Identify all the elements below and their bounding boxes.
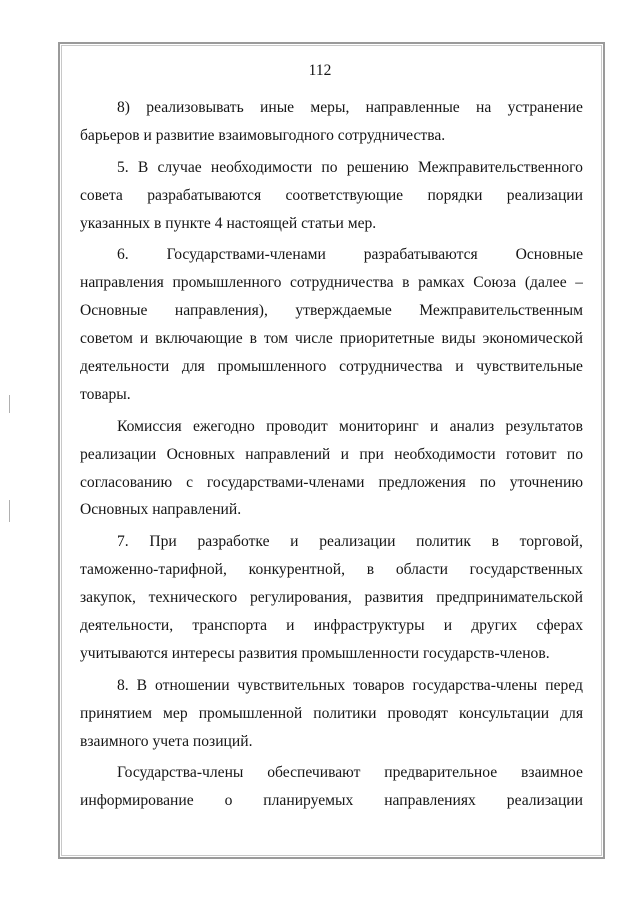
word: транспорта bbox=[192, 617, 267, 635]
text-line bbox=[80, 353, 583, 381]
word: в bbox=[249, 330, 258, 348]
word: промышленного bbox=[217, 358, 327, 376]
word: ежегодно bbox=[192, 417, 255, 435]
scan-edge-mark bbox=[9, 395, 10, 413]
word: мер bbox=[163, 704, 188, 722]
word: Основные bbox=[80, 302, 148, 320]
word: числе bbox=[295, 330, 333, 348]
word: сферах bbox=[536, 617, 583, 635]
text-line bbox=[80, 325, 583, 353]
text-line bbox=[80, 787, 583, 815]
word: меры, bbox=[310, 99, 350, 116]
justified-line bbox=[117, 759, 583, 787]
text-line: Основных направлений. bbox=[80, 501, 242, 519]
word: необходимости bbox=[394, 445, 496, 463]
word: Основные bbox=[515, 246, 583, 264]
justified-line bbox=[80, 556, 583, 584]
word: соответствующие bbox=[285, 186, 404, 204]
word: проводят bbox=[387, 704, 448, 722]
word: сотрудничества bbox=[290, 274, 394, 292]
justified-line bbox=[80, 269, 583, 297]
word: инфраструктуры bbox=[313, 617, 425, 635]
word: планируемых bbox=[263, 792, 354, 810]
word: с bbox=[186, 473, 193, 491]
word: 8. bbox=[117, 676, 129, 694]
text-line bbox=[80, 154, 583, 182]
page-number: 112 bbox=[308, 62, 332, 79]
word: реализации bbox=[506, 792, 583, 810]
word: и bbox=[290, 533, 299, 551]
word: перед bbox=[545, 676, 583, 694]
text-line bbox=[80, 297, 583, 325]
word: – bbox=[575, 274, 583, 292]
text-line: барьеров и развитие взаимовыгодного сотрудничества. bbox=[80, 126, 446, 144]
word: советом bbox=[80, 330, 133, 348]
text-line bbox=[80, 672, 583, 700]
word: торговой, bbox=[519, 533, 583, 551]
justified-line bbox=[80, 787, 583, 815]
word: реализации bbox=[319, 533, 396, 551]
word: направлениях bbox=[384, 792, 476, 810]
word: реализации bbox=[506, 186, 583, 204]
justified-line bbox=[80, 469, 583, 497]
word: чувствительных bbox=[237, 676, 346, 694]
text-line bbox=[80, 612, 583, 640]
justified-line bbox=[80, 612, 583, 640]
justified-line bbox=[80, 441, 583, 469]
word: В bbox=[137, 158, 149, 176]
word: разрабатываются bbox=[363, 246, 478, 264]
word: включающие bbox=[155, 330, 243, 348]
text-line bbox=[80, 182, 583, 210]
word: анализ bbox=[449, 417, 495, 435]
word: по bbox=[321, 158, 338, 176]
word: Основных bbox=[166, 445, 235, 463]
word: взаимное bbox=[521, 764, 583, 782]
word: для bbox=[181, 358, 205, 376]
word: для bbox=[560, 704, 583, 722]
word: экономической bbox=[482, 330, 583, 348]
text-line: товары. bbox=[80, 385, 131, 403]
justified-line bbox=[80, 353, 583, 381]
word: в bbox=[491, 533, 499, 551]
justified-line bbox=[117, 672, 583, 700]
word: случае bbox=[157, 158, 202, 176]
word: приоритетные bbox=[339, 330, 435, 348]
word: утверждаемые bbox=[295, 302, 392, 320]
word: о bbox=[224, 792, 233, 810]
word: совета bbox=[80, 186, 123, 204]
text-line: учитываются интересы развития промышленности государств-членов. bbox=[80, 644, 550, 662]
word: необходимости bbox=[210, 158, 313, 176]
word: промышленного bbox=[172, 274, 282, 292]
word: иные bbox=[260, 99, 295, 116]
word: конкурентной, bbox=[248, 561, 345, 579]
word: решению bbox=[346, 158, 409, 176]
text-line bbox=[80, 269, 583, 297]
word: в bbox=[366, 561, 375, 579]
word: том bbox=[264, 330, 289, 348]
justified-line bbox=[80, 297, 583, 325]
word: Комиссия bbox=[117, 417, 182, 435]
word: предварительное bbox=[384, 764, 498, 782]
word: предпринимательской bbox=[436, 589, 583, 607]
word: направлений bbox=[245, 445, 331, 463]
word: 5. bbox=[117, 158, 129, 176]
word: и bbox=[429, 417, 439, 435]
word: консультации bbox=[459, 704, 550, 722]
word: обеспечивают bbox=[267, 764, 361, 782]
text-line: указанных в пункте 4 настоящей статьи мер. bbox=[80, 214, 377, 232]
text-line bbox=[80, 413, 583, 441]
word: уточнению bbox=[509, 473, 583, 491]
word: направления bbox=[80, 274, 164, 292]
justified-line bbox=[80, 700, 583, 728]
word: отношении bbox=[155, 676, 230, 694]
text-line: взаимного учета позиций. bbox=[80, 732, 253, 750]
word: Государства-члены bbox=[117, 764, 244, 782]
justified-line bbox=[80, 584, 583, 612]
word: согласованию bbox=[80, 473, 173, 491]
word: направленные bbox=[365, 99, 460, 116]
word: по bbox=[479, 473, 496, 491]
word: закупок, bbox=[80, 589, 136, 607]
word: государства-члены bbox=[412, 676, 538, 694]
text-line bbox=[80, 528, 583, 556]
word: Государствами-членами bbox=[166, 246, 326, 264]
word: виды bbox=[441, 330, 476, 348]
text-line bbox=[80, 469, 583, 497]
word: и bbox=[455, 358, 464, 376]
word: Межправительственного bbox=[417, 158, 583, 176]
word: товаров bbox=[353, 676, 405, 694]
word: 7. bbox=[117, 533, 129, 551]
word: регулирования, bbox=[249, 589, 352, 607]
word: принятием bbox=[80, 704, 152, 722]
text-line bbox=[80, 584, 583, 612]
word: в bbox=[402, 274, 410, 292]
word: реализации bbox=[80, 445, 157, 463]
word: промышленной bbox=[198, 704, 303, 722]
word: 8) bbox=[117, 99, 130, 116]
word: государственных bbox=[469, 561, 583, 579]
word: Союза bbox=[473, 274, 517, 292]
justified-line bbox=[117, 528, 583, 556]
text-line bbox=[80, 556, 583, 584]
justified-line bbox=[117, 413, 583, 441]
word: 6. bbox=[117, 246, 129, 264]
word: готовит bbox=[505, 445, 557, 463]
word: предложения bbox=[378, 473, 466, 491]
justified-line bbox=[80, 325, 583, 353]
word: политик bbox=[416, 533, 471, 551]
text-line bbox=[80, 759, 583, 787]
word: разработке bbox=[197, 533, 270, 551]
word: деятельности, bbox=[80, 617, 174, 635]
text-line bbox=[80, 700, 583, 728]
word: чувствительные bbox=[476, 358, 583, 376]
word: и bbox=[340, 445, 349, 463]
word: рамках bbox=[418, 274, 465, 292]
word: мониторинг bbox=[339, 417, 419, 435]
word: политики bbox=[313, 704, 377, 722]
justified-line bbox=[117, 154, 583, 182]
word: В bbox=[136, 676, 148, 694]
word: на bbox=[476, 99, 492, 116]
justified-line bbox=[117, 241, 583, 269]
word: по bbox=[566, 445, 583, 463]
word: деятельности bbox=[80, 358, 170, 376]
word: (далее bbox=[524, 274, 567, 292]
word: направления), bbox=[174, 302, 268, 320]
text-line bbox=[80, 94, 583, 122]
scan-edge-mark bbox=[9, 500, 10, 522]
word: государствами-членами bbox=[206, 473, 365, 491]
word: устранение bbox=[507, 99, 583, 116]
word: проводит bbox=[266, 417, 328, 435]
word: разрабатываются bbox=[147, 186, 262, 204]
word: Межправительственным bbox=[419, 302, 583, 320]
word: При bbox=[149, 533, 177, 551]
word: технического bbox=[148, 589, 238, 607]
word: развития bbox=[364, 589, 424, 607]
justified-line bbox=[117, 94, 583, 122]
word: и bbox=[139, 330, 149, 348]
justified-line bbox=[80, 182, 583, 210]
word: реализовывать bbox=[146, 99, 244, 116]
text-line bbox=[80, 241, 583, 269]
word: информирование bbox=[80, 792, 194, 810]
word: сотрудничества bbox=[339, 358, 443, 376]
word: других bbox=[471, 617, 518, 635]
word: результатов bbox=[505, 417, 583, 435]
word: и bbox=[286, 617, 295, 635]
word: таможенно-тарифной, bbox=[80, 561, 227, 579]
text-line bbox=[80, 441, 583, 469]
document-body bbox=[80, 94, 583, 815]
word: области bbox=[395, 561, 448, 579]
word: порядки bbox=[427, 186, 483, 204]
word: при bbox=[359, 445, 384, 463]
word: и bbox=[443, 617, 453, 635]
